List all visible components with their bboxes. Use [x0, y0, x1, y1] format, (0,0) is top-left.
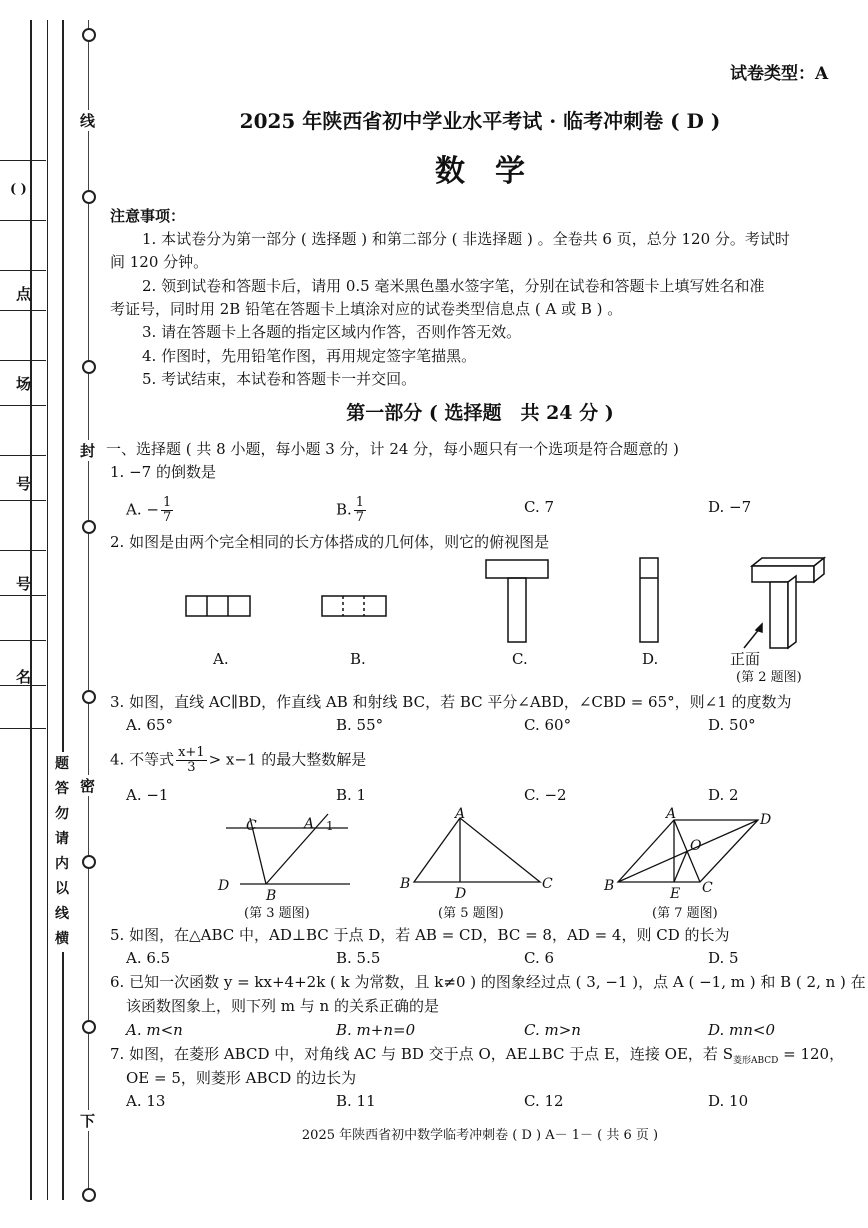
note-item: 3. 请在答题卡上各题的指定区域内作答，否则作答无效。	[142, 323, 522, 341]
q6-option-b: B. m+n=0	[336, 1021, 416, 1039]
note-item: 间 120 分钟。	[110, 253, 209, 271]
bind-char-down: 下	[80, 1112, 96, 1130]
q2-option-b-figure	[322, 596, 386, 616]
note-char: 题	[55, 756, 69, 772]
fig5-label: A	[455, 806, 466, 822]
q7-option-c: C. 12	[524, 1092, 564, 1110]
note-item: 1. 本试卷分为第一部分 ( 选择题 ) 和第二部分 ( 非选择题 ) 。全卷共 6 页，总分 120 分。考试时	[142, 230, 790, 248]
q2-stem: 2. 如图是由两个完全相同的长方体搭成的几何体，则它的俯视图是	[110, 533, 550, 551]
field-label-0: ( )	[10, 182, 27, 197]
q7-option-a: A. 13	[126, 1092, 166, 1110]
hole-icon	[82, 1020, 96, 1034]
bind-char-seal: 封	[80, 442, 96, 460]
page-footer: 2025 年陕西省初中数学临考冲刺卷 ( D ) A－ 1－ ( 共 6 页 )	[301, 1128, 659, 1143]
fig3-labels	[217, 816, 334, 904]
note-item: 考证号，同时用 2B 铅笔在答题卡上填涂对应的试卷类型信息点 ( A 或 B ) 。	[110, 300, 623, 318]
note-char: 横	[55, 931, 69, 947]
q4-stem-prefix: 4. 不等式	[110, 750, 175, 769]
fig7-label: E	[670, 886, 681, 902]
field-label-number: 号	[16, 575, 32, 593]
fig5-diagram	[414, 818, 540, 882]
q1-option-a	[126, 496, 175, 525]
q2-figures	[100, 552, 840, 687]
q7-stem-suffix: = 120，	[778, 1045, 845, 1063]
q3-option-b: B. 55°	[336, 716, 384, 734]
field-label-room: 场	[16, 375, 32, 393]
q7-stem-line2: OE = 5，则菱形 ABCD 的边长为	[126, 1069, 357, 1087]
q1-a-prefix: A. −	[126, 500, 159, 519]
q5-option-c: C. 6	[524, 949, 555, 967]
q3-stem: 3. 如图，直线 AC∥BD，作直线 AB 和射线 BC，若 BC 平分∠ABD，∠CBD = 65°，则∠1 的度数为	[110, 693, 792, 711]
fig5-label: B	[400, 876, 411, 892]
q1-stem: 1. −7 的倒数是	[110, 463, 216, 481]
front-arrow-icon	[744, 624, 762, 648]
q2-front-label: 正面	[730, 650, 761, 668]
q2-solid-figure	[752, 558, 824, 648]
q1-option-b	[336, 496, 368, 525]
exam-title: 2025 年陕西省初中学业水平考试 · 临考冲刺卷 ( D )	[239, 109, 721, 133]
part1-title: 第一部分 ( 选择题 共 24 分 )	[346, 402, 614, 424]
q7-option-b: B. 11	[336, 1092, 376, 1110]
paper-type: 试卷类型：A	[730, 64, 829, 84]
fig3-label: B	[266, 888, 277, 904]
hole-icon	[82, 1188, 96, 1202]
q1-b-denominator: 7	[355, 510, 365, 525]
note-item: 5. 考试结束，本试卷和答题卡一并交回。	[142, 370, 417, 388]
note-char: 线	[55, 906, 69, 922]
fig3-label: D	[218, 878, 230, 894]
fig7-label: C	[702, 880, 713, 896]
q6-option-c: C. m>n	[524, 1021, 581, 1039]
q7-option-d: D. 10	[708, 1092, 749, 1110]
hole-icon	[82, 855, 96, 869]
fig5-label: D	[455, 886, 467, 902]
hole-icon	[82, 690, 96, 704]
strip-line-inner	[47, 20, 48, 1200]
q6-stem-line1: 6. 已知一次函数 y = kx+4+2k ( k 为常数，且 k≠0 ) 的图象经过点 ( 3, −1 )，点 A ( −1, m ) 和 B ( 2, n ) 在	[110, 973, 866, 991]
q4-option-c: C. −2	[524, 786, 567, 804]
note-item: 4. 作图时，先用铅笔作图，再用规定签字笔描黑。	[142, 347, 477, 365]
fig7-caption: (第 7 题图)	[652, 906, 718, 921]
fig7-diagram	[618, 820, 758, 882]
q4-option-d: D. 2	[708, 786, 739, 804]
field-label-seat: 号	[16, 475, 32, 493]
q5-stem: 5. 如图，在△ABC 中，AD⊥BC 于点 D，若 AB = CD，BC = 8，AD = 4，则 CD 的长为	[110, 926, 730, 944]
q7-stem-line1	[110, 1044, 844, 1071]
q4-stem-suffix: > x−1 的最大整数解是	[208, 750, 367, 769]
q6-option-d: D. mn<0	[708, 1021, 776, 1039]
q6-option-a: A. m<n	[126, 1021, 183, 1039]
q3-option-d: D. 50°	[708, 716, 756, 734]
q2-option-a-figure	[186, 596, 250, 616]
fig5-labels	[399, 806, 553, 902]
q1-a-denominator: 7	[162, 510, 172, 525]
strip-note	[54, 752, 70, 952]
q2-option-d-figure	[640, 558, 658, 642]
note-char: 答	[55, 781, 69, 797]
hole-icon	[82, 360, 96, 374]
subject-title: 数 学	[435, 154, 525, 189]
field-boxes	[0, 160, 47, 730]
fig7-label: B	[604, 878, 615, 894]
q1-b-numerator: 1	[355, 495, 365, 510]
q3-option-a: A. 65°	[126, 716, 173, 734]
q4-option-b: B. 1	[336, 786, 367, 804]
note-char: 请	[55, 831, 69, 847]
fig3-label: C	[246, 818, 257, 834]
hole-icon	[82, 28, 96, 42]
bind-char-line: 线	[80, 112, 96, 130]
note-char: 以	[55, 881, 69, 897]
strip-line-2	[62, 20, 64, 1200]
fig7-label: D	[760, 812, 772, 828]
q2-option-b: B.	[350, 650, 366, 668]
q4-fraction	[176, 746, 207, 775]
fig3-label: 1	[326, 819, 334, 833]
q2-option-c: C.	[512, 650, 528, 668]
q2-option-a: A.	[213, 650, 229, 668]
q7-area-subscript: 菱形ABCD	[732, 1056, 779, 1066]
q2-option-c-figure	[486, 560, 548, 642]
q1-b-prefix: B.	[336, 500, 352, 519]
notes-heading: 注意事项：	[110, 207, 186, 225]
q2-option-d: D.	[642, 650, 659, 668]
q1-option-c: C. 7	[524, 498, 555, 516]
bind-char-secret: 密	[80, 777, 96, 795]
fig3-label: A	[304, 816, 315, 832]
q1-a-numerator: 1	[162, 495, 172, 510]
q4-denominator: 3	[187, 760, 196, 775]
field-label-name: 名	[16, 668, 32, 686]
hole-icon	[82, 520, 96, 534]
q6-stem-line2: 该函数图象上，则下列 m 与 n 的关系正确的是	[126, 997, 439, 1015]
q7-stem-prefix: 7. 如图，在菱形 ABCD 中，对角线 AC 与 BD 交于点 O，AE⊥BC 于点 E，连接 OE，若 S	[110, 1045, 733, 1063]
q5-option-b: B. 5.5	[336, 949, 381, 967]
q4-numerator: x+1	[178, 745, 205, 760]
q4-stem	[110, 746, 366, 775]
geometry-figures	[200, 806, 800, 906]
section1-heading: 一、选择题 ( 共 8 小题，每小题 3 分，计 24 分，每小题只有一个选项是符合题意的 )	[106, 440, 679, 458]
note-char: 内	[55, 856, 69, 872]
fig7-label: A	[666, 806, 677, 822]
hole-icon	[82, 190, 96, 204]
q1-b-fraction	[354, 496, 366, 525]
field-label-points: 点	[16, 285, 32, 303]
q4-option-a: A. −1	[126, 786, 169, 804]
q1-a-fraction	[161, 496, 173, 525]
q3-option-c: C. 60°	[524, 716, 572, 734]
fig5-label: C	[542, 876, 553, 892]
fig3-caption: (第 3 题图)	[244, 906, 310, 921]
note-item: 2. 领到试卷和答题卡后，请用 0.5 毫米黑色墨水签字笔，分别在试卷和答题卡上填写姓名和准	[142, 277, 765, 295]
q2-caption: (第 2 题图)	[736, 670, 802, 685]
note-char: 勿	[55, 806, 69, 822]
q1-option-d: D. −7	[708, 498, 752, 516]
q5-option-d: D. 5	[708, 949, 739, 967]
fig5-caption: (第 5 题图)	[438, 906, 504, 921]
q5-option-a: A. 6.5	[126, 949, 171, 967]
fig7-label: O	[690, 838, 702, 854]
